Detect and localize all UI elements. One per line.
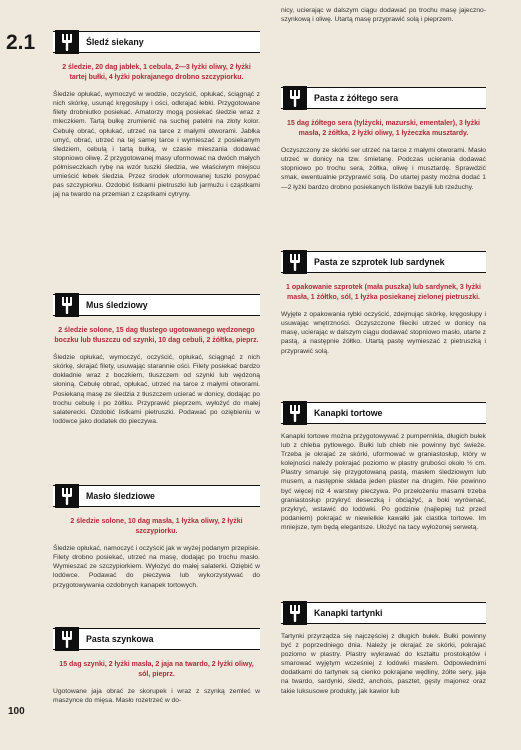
recipe-kanapki-tortowe bbox=[281, 402, 486, 532]
recipe-title: Pasta szynkowa bbox=[86, 634, 154, 644]
fork-icon bbox=[55, 30, 79, 54]
fork-icon bbox=[55, 484, 79, 508]
fork-icon bbox=[55, 293, 79, 317]
chapter-number: 2.1 bbox=[6, 31, 36, 54]
recipe-instructions: Śledzie opłukać, namoczyć i oczyścić jak w wyżej podanym przepisie. Filety drobno posiekać, utrzeć na masę, dodając po trochu masło. Wymieszać ze szczypiorkiem. Wyłożyć do małej salaterki. Oziębić w lodówce. Podawać do pieczywa lub wykorzystywać do przygotowywania ozdobnych kanapek tortowych. bbox=[53, 545, 260, 589]
recipe-ingredients: 2 śledzie solone, 10 dag masła, 1 łyżka oliwy, 2 łyżki szczypiorku. bbox=[70, 518, 243, 535]
fork-icon bbox=[283, 601, 307, 625]
recipe-instructions: Kanapki tortowe można przygotowywać z pumpernikla, długich bułek lub z chleba pytlowego. Bułki lub chleb nie powinny być świeże. Trzeba je okrajać ze skórki, uformować w graniastosłup, który w kolejności należy pokrajać poziomo w plastry grubości około ½ cm. Plastry smaruje się przygotowaną pastą, masłem śledziowym lub musem, a następnie składa jeden plaster na drugim. Nie powinno być więcej niż 4 warstwy pieczywa. Po przełożeniu masami trzeba graniastosłup przykryć deseczką i obciążyć, a boki wyrównać, przykryć, wstawić do lodówki. Po godzinie (najlepiej tuż przed podaniem) pokrajać w niewielkie kawałki jak ciastka tortowe. Im mniejsze, tym będą elegantsze. Ułożyć na tacy wyłożonej serwetą. bbox=[281, 433, 486, 531]
recipe-continuation: nicy, ucierając w dalszym ciągu dodawać po trochu masę jajeczno-szynkową i oliwę. Utartą masę przyprawić solą i pieprzem. bbox=[281, 7, 486, 24]
recipe-title: Mus śledziowy bbox=[86, 300, 148, 310]
recipe-title: Kanapki tortowe bbox=[314, 408, 383, 418]
recipe-ingredients: 15 dag żółtego sera (tylżycki, mazurski, ementaler), 3 łyżki masła, 2 żółtka, 2 łyżki oliwy, 1 łyżeczka musztardy. bbox=[287, 120, 480, 137]
recipe-header bbox=[53, 294, 260, 316]
fork-icon bbox=[283, 86, 307, 110]
recipe-ingredients: 1 opakowanie szprotek (mała puszka) lub sardynek, 3 łyżki masła, 1 żółtko, sól, 1 łyżka posiekanej zielonej pietruszki. bbox=[286, 284, 481, 301]
recipe-instructions: Oczyszczony ze skórki ser utrzeć na tarce z małymi otworami. Masło utrzeć w donicy na tzw. śmietanę. Podczas ucierania dodawać stopniowo po trochu sera, żółtka, oliwę i musztardę. Sprawdzić smak, ewentualnie przyprawić solą. Do utartej pasty można dodać 1—2 łyżki bardzo drobno posiekanych listków bazylii lub rzeżuchy. bbox=[281, 147, 486, 191]
recipe-ingredients: 15 dag szynki, 2 łyżki masła, 2 jaja na twardo, 2 łyżki oliwy, sól, pieprz. bbox=[59, 661, 254, 678]
recipe-ingredients: 2 śledzie solone, 15 dag tłustego ugotowanego wędzonego boczku lub tłuszczu od szynki, 10 dag cebuli, 2 żółtka, pieprz. bbox=[54, 327, 259, 344]
recipe-title: Pasta z żółtego sera bbox=[314, 93, 399, 103]
fork-icon bbox=[283, 401, 307, 425]
recipe-maslo-sledziowe bbox=[53, 485, 260, 590]
recipe-ingredients: 2 śledzie, 20 dag jabłek, 1 cebula, 2—3 łyżki oliwy, 2 łyżki tartej bułki, 4 łyżki pokrajanego drobno szczypiorku. bbox=[62, 64, 251, 81]
recipe-header bbox=[53, 485, 260, 507]
recipe-header bbox=[281, 87, 486, 109]
page-number: 100 bbox=[8, 706, 25, 717]
recipe-pasta-szprotek bbox=[281, 251, 486, 356]
recipe-instructions: Wyjęte z opakowania rybki oczyścić, zdejmując skórkę, kręgosłupy i usuwając wnętrzności. Oczyszczone fileciki utrzeć w donicy na masę, ucierając w dalszym ciągu dodawać stopniowo masło, utarte z pastą, a następnie żółtko. Utartą pastę wymieszać z pietruszką i przyprawić solą. bbox=[281, 311, 486, 355]
recipe-header bbox=[281, 251, 486, 273]
recipe-title: Kanapki tartynki bbox=[314, 608, 383, 618]
recipe-instructions: Śledzie opłukać, wymoczyć, oczyścić, opłukać, ściągnąć z nich skórkę, skrajać filety, usuwając starannie ości. Filety posiekać bardzo dokładnie wraz z boczkiem, tłuszczem od szynki lub wędzoną słoniną. Cebulę obrać, opłukać, utrzeć na tarce z małymi otworami. Posiekaną masę ze śledzia z tłuszczem ucierać w donicy, dodając po trochu cebulę i po żółtku. Przyprawić pieprzem, wyłożyć do małej salaterecki. Ozdobić listkami pietruszki. Podawać po oziębieniu w lodówce jako dodatek do pieczywa. bbox=[53, 354, 260, 425]
fork-icon bbox=[283, 250, 307, 274]
recipe-sledz-siekany bbox=[53, 31, 260, 199]
recipe-header bbox=[281, 602, 486, 624]
recipe-title: Pasta ze szprotek lub sardynek bbox=[314, 257, 445, 267]
recipe-header bbox=[53, 628, 260, 650]
recipe-pasta-szynkowa bbox=[53, 628, 260, 705]
recipe-instructions: Ugotowane jaja obrać ze skorupek i wraz z szynką zemleć w maszynce do mięsa. Masło rozetrzeć w do- bbox=[53, 688, 260, 705]
recipe-header bbox=[53, 31, 260, 53]
recipe-mus-sledziowy bbox=[53, 294, 260, 426]
recipe-instructions: Tartynki przyrządza się najczęściej z długich bułek. Bułki powinny być z poprzedniego dnia. Należy je okrajać ze skórki, pokrajać poziomo w plastry. Plastry wykrawać do kształtu prostokątów i smarować wyjętym wcześniej z lodówki masłem. Odpowiednimi dodatkami do tartynek są cienko pokrajane wędliny, żółte sery, jaja na twardo, sardynki, śledź, anchois, pasztet, gęsty majonez oraz takie luksusowe produkty, jak kawior lub bbox=[281, 633, 486, 695]
recipe-kanapki-tartynki bbox=[281, 602, 486, 696]
recipe-pasta-zoltego-sera bbox=[281, 87, 486, 192]
recipe-header bbox=[281, 402, 486, 424]
recipe-title: Masło śledziowe bbox=[86, 491, 155, 501]
recipe-instructions: Śledzie opłukać, wymoczyć w wodzie, oczyścić, opłukać, ściągnąć z nich skórkę, usunąć kręgosłupy i ości, odkrajać łebki. Przygotowane filety drobniutko posiekać. Amatorzy mogą posiekać śledzie wraz z mleczkiem. Tartą bułkę zrumienić na suchej patelni na złoty kolor. Cebulę obrać, opłukać, utrzeć na tarce z małymi otworami. Jabłka umyć, obrać, utrzeć na tej samej tarce i wymieszać z posiekanym śledziem, cebulą i tartą bułką, w czasie mieszania dodawać stopniowo oliwę. Z przygotowanej masy uformować na dwóch małych półmiseczkach rybę na wzór tuszki śledzia, we właściwym miejscu umieścić łebek śledzia. Przez środek uformowanej tuszki posypać pas szczypiorku. Ozdobić listkami pietruszki lub jarmużu i cząstkami jaj na twardo na przemian z cząstkami cytryny. bbox=[53, 91, 260, 199]
recipe-title: Śledź siekany bbox=[86, 37, 144, 47]
fork-icon bbox=[55, 627, 79, 651]
